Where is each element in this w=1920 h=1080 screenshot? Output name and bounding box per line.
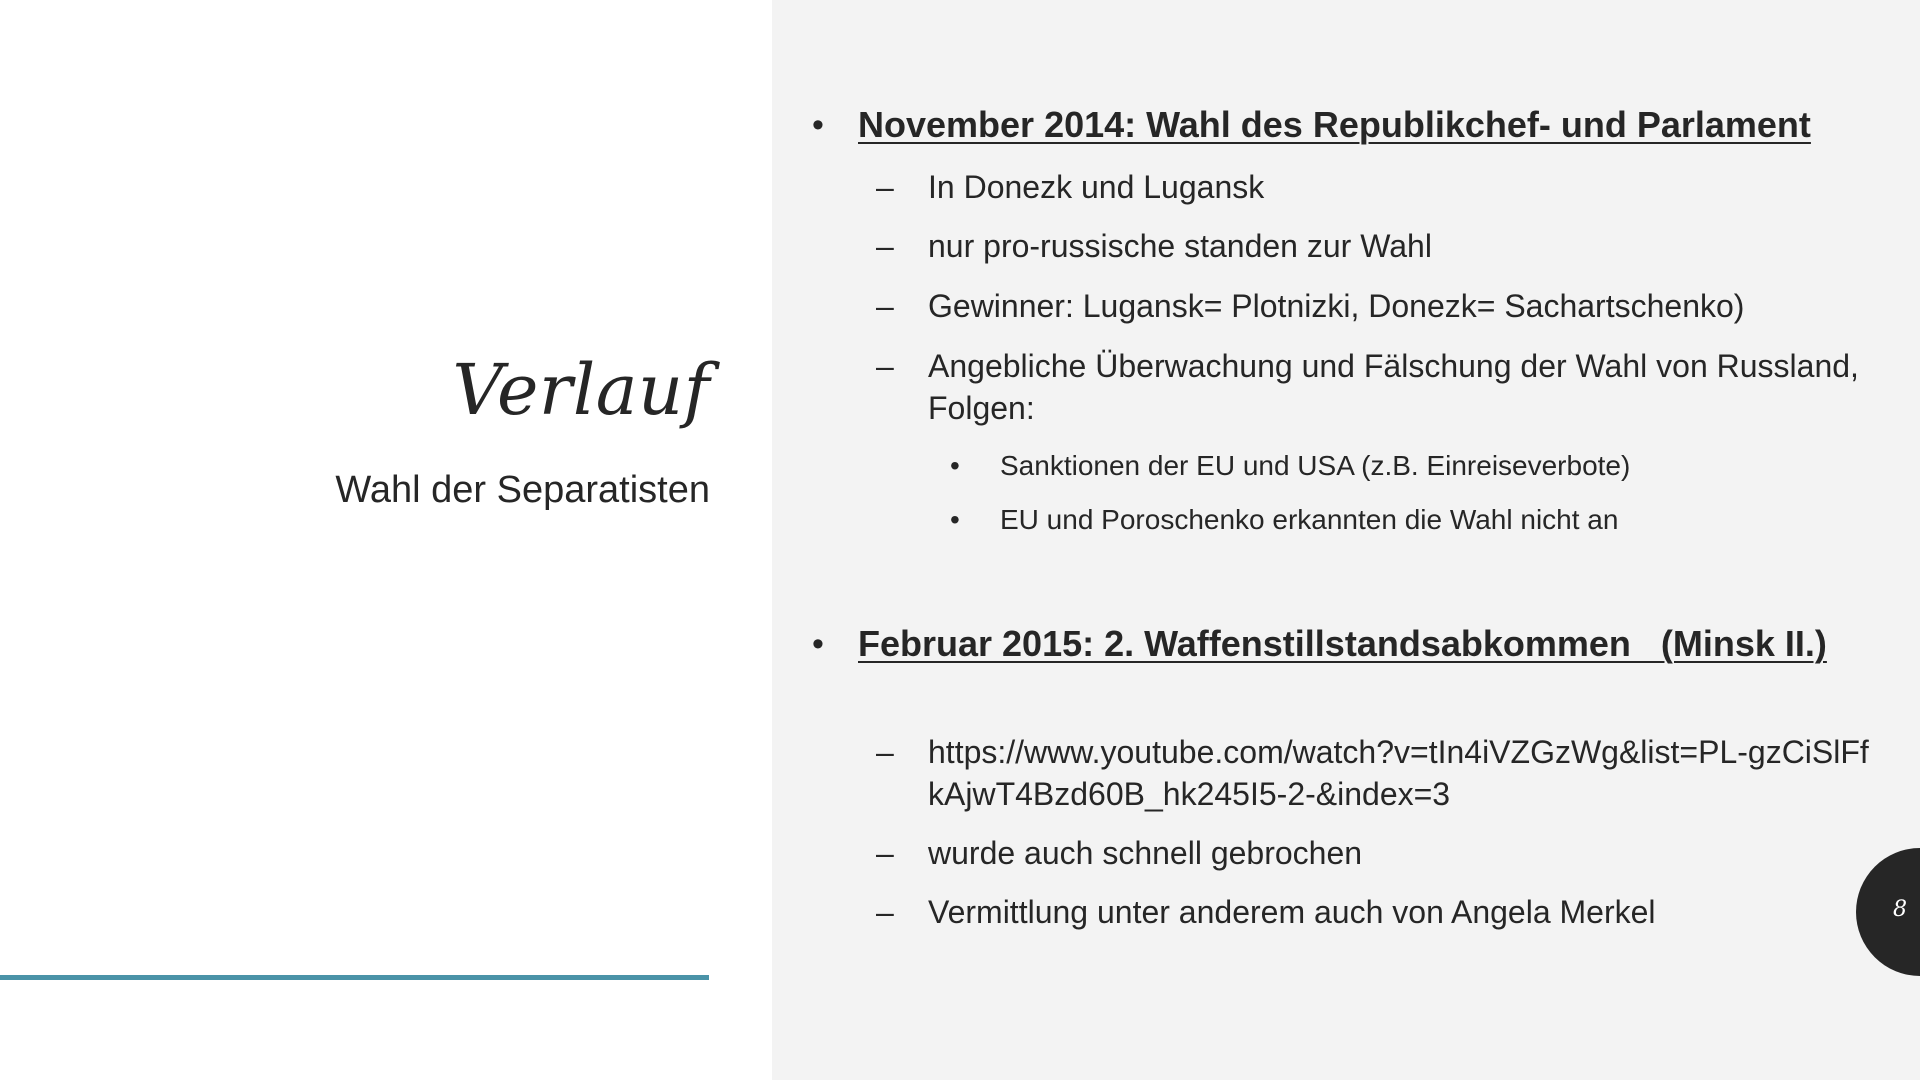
dash-marker: –	[876, 734, 894, 770]
left-panel	[0, 0, 772, 1080]
dash-marker: –	[876, 169, 894, 205]
sub-list-item	[944, 448, 1864, 484]
section-heading-november-2014	[808, 102, 1868, 148]
accent-divider	[0, 975, 709, 980]
dash-marker: –	[876, 835, 894, 871]
list-item-link	[872, 731, 1872, 815]
sub-list-item	[944, 502, 1864, 538]
bullet-marker: •	[812, 106, 824, 144]
slide-title: Verlauf	[452, 349, 710, 431]
bullet-marker: •	[812, 625, 824, 663]
sub-list-item-text: EU und Poroschenko erkannten die Wahl nicht an	[1000, 504, 1619, 535]
dash-marker: –	[876, 348, 894, 384]
section-heading-februar-2015	[808, 621, 1868, 667]
dash-marker: –	[876, 228, 894, 264]
list-item	[872, 345, 1872, 429]
list-item-text: Angebliche Überwachung und Fälschung der Wahl von Russland, Folgen:	[928, 348, 1859, 426]
section-heading-text: Februar 2015: 2. Waffenstillstandsabkommen (Minsk II.)	[858, 623, 1827, 664]
dash-marker: –	[876, 894, 894, 930]
list-item-text: nur pro-russische standen zur Wahl	[928, 228, 1432, 264]
sub-list-item-text: Sanktionen der EU und USA (z.B. Einreiseverbote)	[1000, 450, 1631, 481]
list-item-text: Vermittlung unter anderem auch von Angela Merkel	[928, 894, 1656, 930]
list-item-text: wurde auch schnell gebrochen	[928, 835, 1363, 871]
slide-subtitle: Wahl der Separatisten	[335, 469, 710, 511]
bullet-marker: •	[950, 504, 960, 535]
list-item-text: Gewinner: Lugansk= Plotnizki, Donezk= Sachartschenko)	[928, 288, 1745, 324]
dash-marker: –	[876, 288, 894, 324]
list-item	[872, 225, 1872, 267]
page-number: 8	[1893, 897, 1907, 922]
section-heading-text: November 2014: Wahl des Republikchef- und Parlament	[858, 104, 1811, 145]
list-item-text: In Donezk und Lugansk	[928, 169, 1265, 205]
list-item	[872, 285, 1872, 327]
youtube-url-text[interactable]: https://www.youtube.com/watch?v=tIn4iVZGzWg&list=PL-gzCiSlFfkAjwT4Bzd60B_hk245I5-2-&index=3	[928, 734, 1869, 812]
list-item	[872, 891, 1872, 933]
bullet-marker: •	[950, 450, 960, 481]
list-item	[872, 166, 1872, 208]
list-item	[872, 832, 1872, 874]
